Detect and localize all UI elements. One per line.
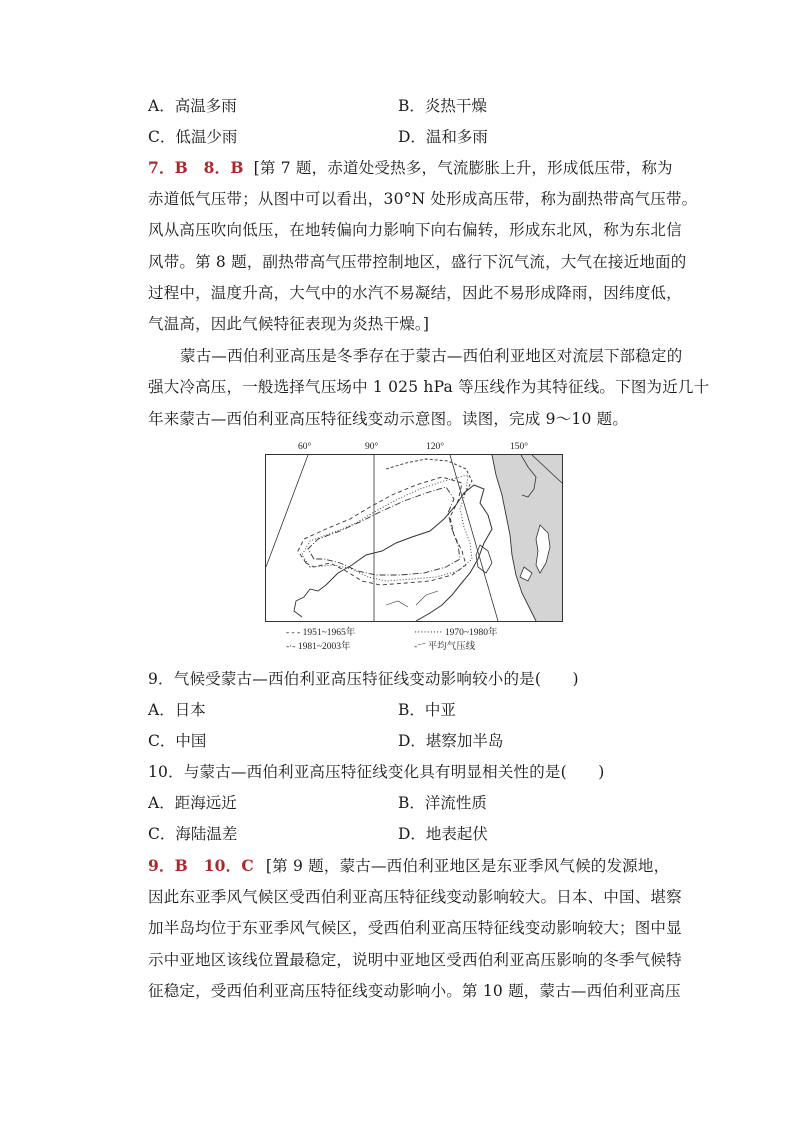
longitude-label-120: 120° xyxy=(426,442,445,452)
q6-options-row-1 xyxy=(148,96,648,116)
q10-options-row-1 xyxy=(148,793,648,813)
longitude-label-150: 150° xyxy=(510,442,529,452)
river-2 xyxy=(386,601,408,607)
legend-label-average: 平均气压线 xyxy=(427,642,476,652)
stem-line-2: 强大冷高压，一般选择气压场中 1 025 hPa 等压线作为其特征线。下图为近几十 xyxy=(148,378,710,396)
river-1 xyxy=(416,591,438,605)
answer-7-8-text-1: [第 7 题，赤道处受热多，气流膨胀上升，形成低压带，称为 xyxy=(253,159,673,177)
pressure-line-map-figure xyxy=(262,442,564,654)
answer-9-10-line-1 xyxy=(148,856,669,876)
map-frame xyxy=(265,454,563,622)
answer-9-10-text-1: [第 9 题，蒙古—西伯利亚地区是东亚季风气候的发源地， xyxy=(265,857,670,875)
answer-9-10-line-3: 加半岛均位于东亚季风气候区，受西伯利亚高压特征线变动影响较大；图中显 xyxy=(148,919,682,937)
stem-line-3: 年来蒙古—西伯利亚高压特征线变动示意图。读图，完成 9～10 题。 xyxy=(148,410,629,428)
line-1951-1965 xyxy=(298,477,466,585)
answer-9-10-label: 9．B 10．C xyxy=(148,856,254,875)
legend-label-1981-2003: 1981~2003年 xyxy=(297,642,351,652)
q9-option-d: D．堪察加半岛 xyxy=(398,732,504,750)
legend-item-1951-1965 xyxy=(286,624,355,638)
meridian-120 xyxy=(450,455,498,621)
answer-9-10-line-5: 征稳定，受西伯利亚高压特征线变动影响小。第 10 题，蒙古—西伯利亚高压 xyxy=(148,982,681,1000)
map-drawing xyxy=(266,455,562,621)
answer-7-8-line-4: 风带。第 8 题，副热带高气压带控制地区，盛行下沉气流，大气在接近地面的 xyxy=(148,253,687,271)
longitude-label-60: 60° xyxy=(298,442,312,452)
answer-9-10-line-4: 示中亚地区该线位置最稳定，说明中亚地区受西伯利亚高压影响的冬季气候特 xyxy=(148,951,682,969)
answer-7-8-line-6: 气温高，因此气候特征表现为炎热干燥。] xyxy=(148,315,430,333)
legend-label-1970-1980: 1970~1980年 xyxy=(444,628,498,638)
q9-options-row-2 xyxy=(148,731,648,751)
average-pressure-line xyxy=(386,459,472,495)
meridian-60 xyxy=(266,455,308,567)
stem-line-1: 蒙古—西伯利亚高压是冬季存在于蒙古—西伯利亚地区对流层下部稳定的 xyxy=(180,347,683,365)
country-border-china xyxy=(326,485,492,621)
q10-options-row-2 xyxy=(148,824,648,844)
legend-item-average xyxy=(414,638,475,652)
legend-swatch-dashed: - - - xyxy=(286,628,301,638)
legend-item-1970-1980 xyxy=(414,624,498,638)
q9-options-row-1 xyxy=(148,700,648,720)
line-1981-2003 xyxy=(308,487,460,575)
legend-item-1981-2003 xyxy=(286,638,351,652)
q9-option-a: A．日本 xyxy=(148,701,206,719)
q6-option-d: D．温和多雨 xyxy=(398,128,488,146)
country-border-west xyxy=(294,585,326,617)
ocean-shading xyxy=(492,455,562,621)
legend-swatch-dashdot: -·- xyxy=(286,642,296,652)
legend-swatch-average: -⁻ˉ xyxy=(414,642,426,652)
q9-option-c: C．中国 xyxy=(148,732,207,750)
q10-option-d: D．地表起伏 xyxy=(398,825,488,843)
q6-option-c: C．低温少雨 xyxy=(148,128,238,146)
legend-swatch-dotted: ········· xyxy=(414,628,443,638)
q9-stem: 9．气候受蒙古—西伯利亚高压特征线变动影响较小的是( ) xyxy=(148,670,579,688)
answer-7-8-line-5: 过程中，温度升高，大气中的水汽不易凝结，因此不易形成降雨，因纬度低， xyxy=(148,284,682,302)
line-1970-1980 xyxy=(302,475,472,581)
q9-option-b: B．中亚 xyxy=(398,701,456,719)
longitude-label-90: 90° xyxy=(365,442,379,452)
answer-7-8-line-3: 风从高压吹向低压，在地转偏向力影响下向右偏转，形成东北风，称为东北信 xyxy=(148,221,682,239)
answer-7-8-line-2: 赤道低气压带；从图中可以看出，30°N 处形成高压带，称为副热带高气压带。 xyxy=(148,190,698,208)
q10-option-c: C．海陆温差 xyxy=(148,825,238,843)
q6-option-b: B．炎热干燥 xyxy=(398,97,487,115)
answer-7-8-label: 7．B 8．B xyxy=(148,158,244,177)
q10-option-b: B．洋流性质 xyxy=(398,794,487,812)
q6-option-a: A．高温多雨 xyxy=(148,97,237,115)
answer-7-8-line-1 xyxy=(148,158,673,178)
answer-9-10-line-2: 因此东亚季风气候区受西伯利亚高压特征线变动影响较大。日本、中国、堪察 xyxy=(148,888,682,906)
q6-options-row-2 xyxy=(148,127,648,147)
q10-stem: 10．与蒙古—西伯利亚高压特征线变化具有明显相关性的是( ) xyxy=(148,763,605,781)
q10-option-a: A．距海远近 xyxy=(148,794,237,812)
legend-label-1951-1965: 1951~1965年 xyxy=(302,628,356,638)
